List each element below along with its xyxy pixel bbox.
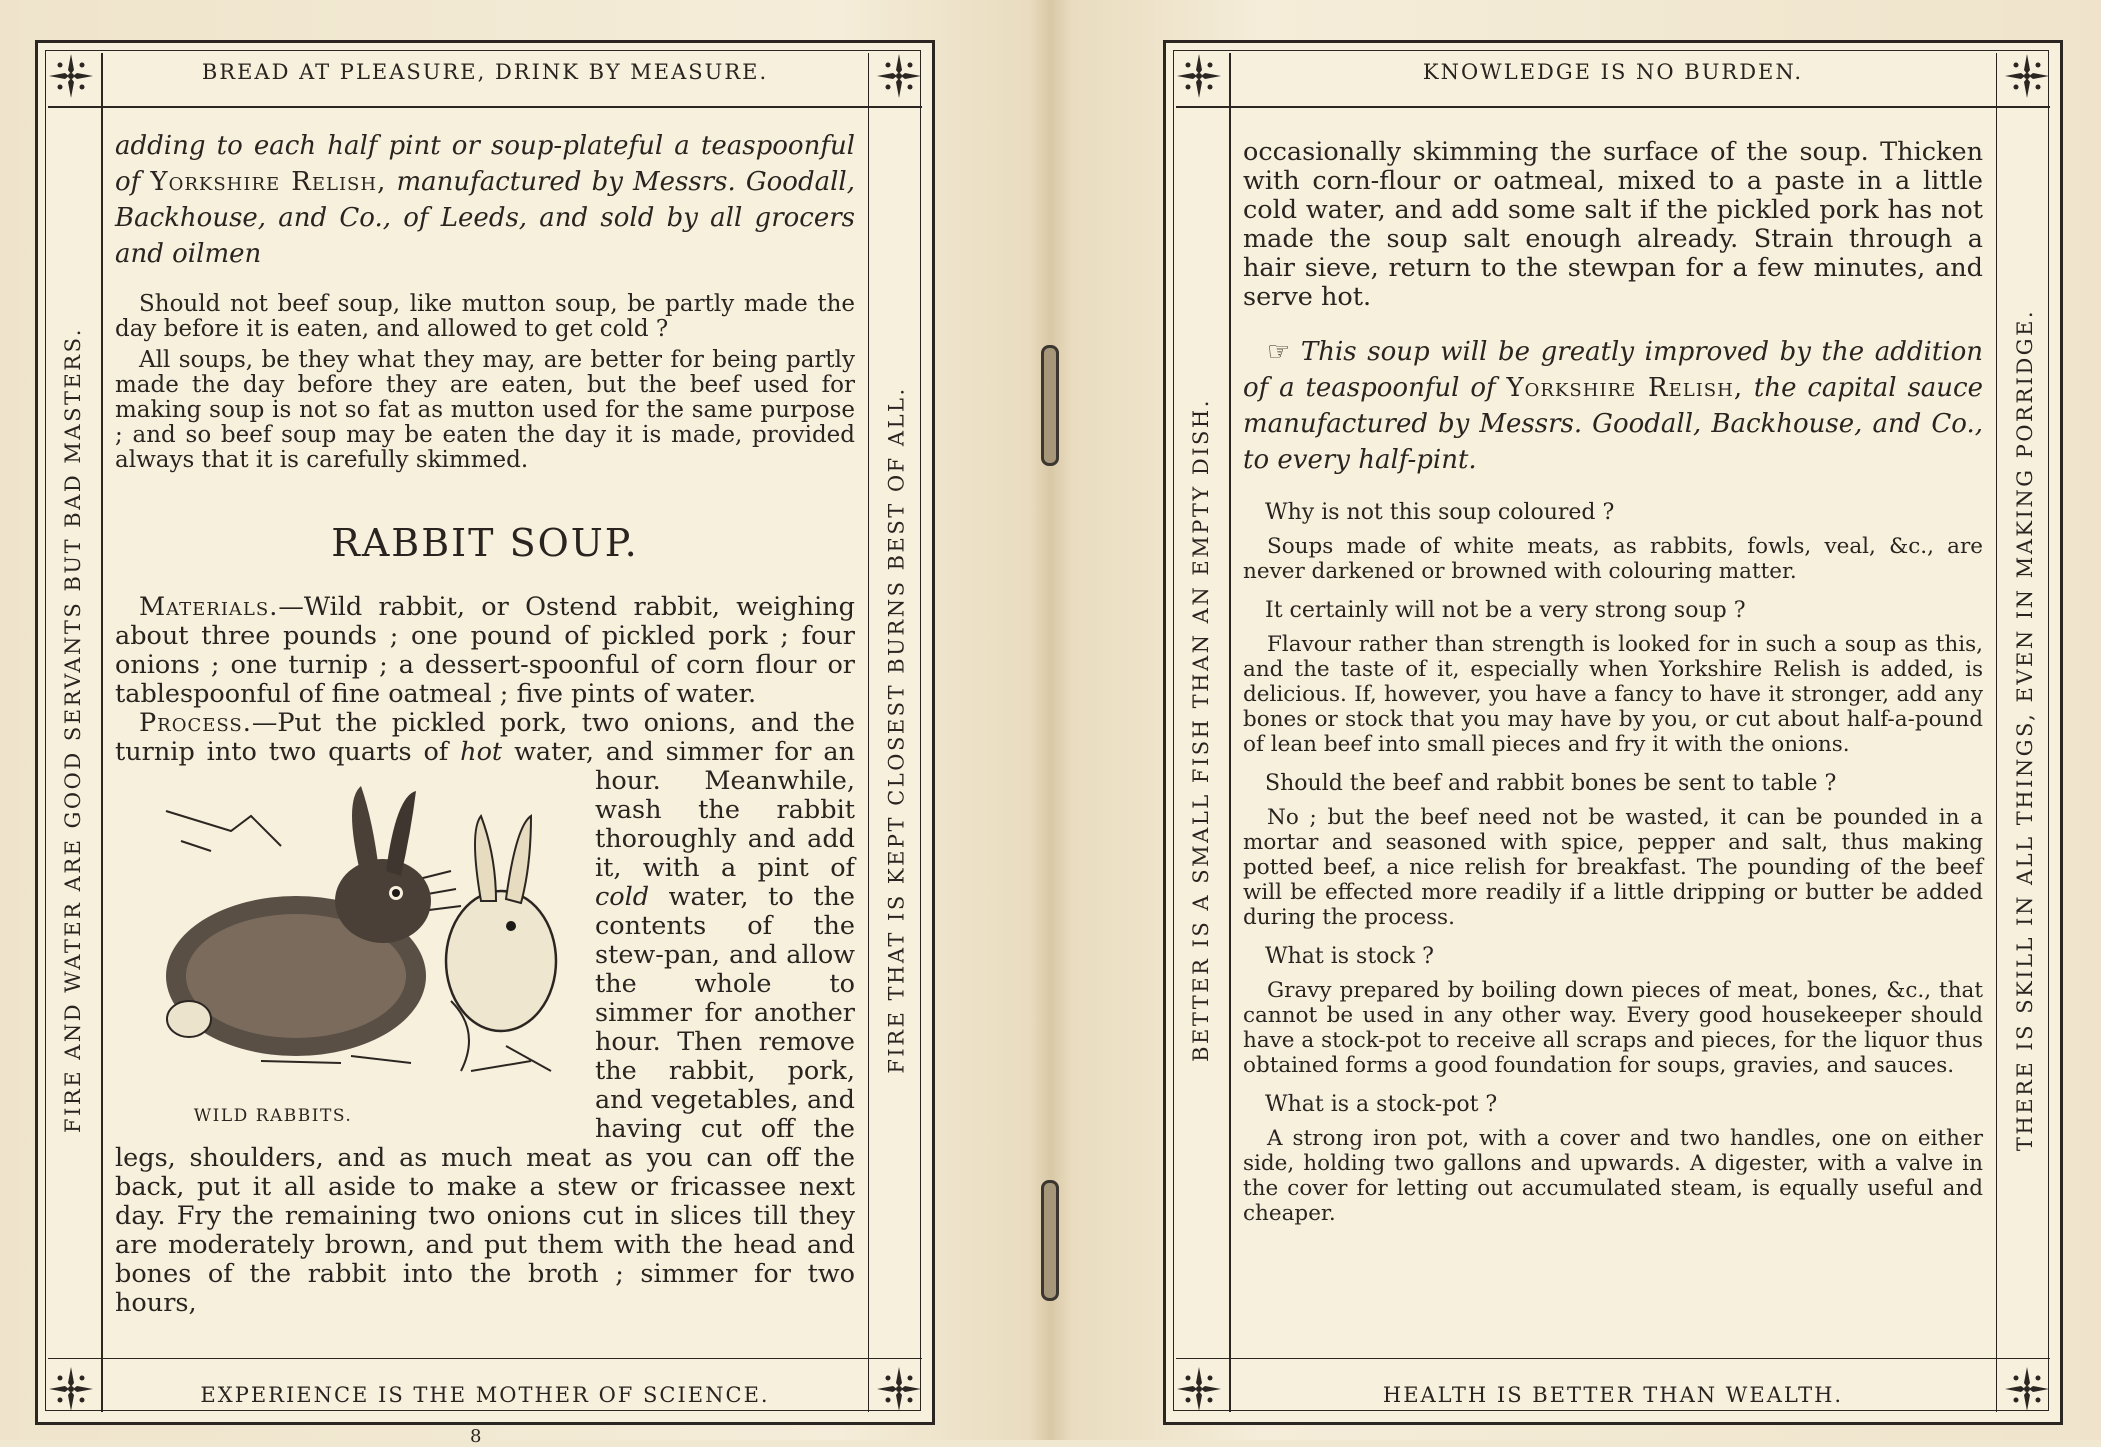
ornament-icon — [871, 48, 927, 104]
motto-top: KNOWLEDGE IS NO BURDEN. — [1422, 60, 1804, 84]
process-text-b-lead: water, and simmer — [502, 737, 763, 767]
page-number: 8 — [470, 1426, 482, 1447]
top-rule — [1176, 106, 2050, 108]
ornament-icon — [871, 1361, 927, 1417]
question: Should the beef and rabbit bones be sent to table ? — [1265, 771, 1837, 796]
rabbit-drawing — [111, 771, 581, 1101]
rabbit-illustration — [111, 771, 581, 1131]
figure-caption: WILD RABBITS. — [193, 1106, 353, 1126]
left-rule — [101, 53, 103, 1412]
motto-bottom: HEALTH IS BETTER THAN WEALTH. — [1382, 1383, 1844, 1407]
materials-label: Materials. — [139, 592, 279, 622]
process-cold: cold — [595, 882, 650, 912]
process-hot: hot — [460, 737, 503, 767]
process-paragraph — [115, 709, 855, 1318]
side-motto-right-text: THERE IS SKILL IN ALL THINGS, EVEN IN MAKING PORRIDGE. — [2013, 308, 2038, 1152]
answer: No ; but the beef need not be wasted, it can be pounded in a mortar and seasoned with spice, pepper and salt, thus making potted beef, a nice relish for breakfast. The pounding of the beef will be effected more readily if a little dripping or butter be added during the process. — [1243, 805, 1983, 930]
brand-name: Yorkshire Relish, — [150, 167, 387, 197]
brand-name: Yorkshire Relish, — [1506, 373, 1744, 403]
materials-text: —Wild rabbit, or Ostend rabbit, weighing about three pounds ; one pound of pickled pork ; four onions ; one turnip ; a dessert-spoonful of corn flour or tablespoonful of fine oatmeal ; five pints of water. — [115, 592, 855, 709]
question: What is a stock-pot ? — [1265, 1092, 1498, 1117]
note-paragraph — [1243, 334, 1983, 478]
side-motto-right-text: FIRE THAT IS KEPT CLOSEST BURNS BEST OF ALL. — [885, 386, 909, 1074]
side-motto-right — [877, 150, 917, 1310]
ornament-icon — [1999, 48, 2055, 104]
motto-bottom: EXPERIENCE IS THE MOTHER OF SCIENCE. — [200, 1383, 770, 1407]
right-rule — [868, 53, 870, 1412]
intro-text-b: manufactured by Messrs. Goodall, Backhouse, and Co., of Leeds, and sold by all grocers and oilmen — [115, 167, 855, 269]
side-motto-left-text: FIRE AND WATER ARE GOOD SERVANTS BUT BAD MASTERS. — [61, 327, 86, 1133]
materials-paragraph — [115, 593, 855, 709]
ornament-icon — [1999, 1361, 2055, 1417]
ornament-icon — [43, 1361, 99, 1417]
right-rule — [1996, 53, 1998, 1412]
answer: Flavour rather than strength is looked for in such a soup as this, and the taste of it, especially when Yorkshire Relish is added, is delicious. If, however, you have a fancy to have it stronger, add any bones or stock that you may have by you, or cut about half-a-pound of lean beef into small pieces and fry it with the onions. — [1243, 632, 1983, 757]
process-text-a: —Put the pickled pork, two onions, and the turnip into two quarts of — [115, 708, 855, 767]
answer: Soups made of white meats, as rabbits, fowls, veal, &c., are never darkened or browned with colouring matter. — [1243, 534, 1983, 584]
answer: A strong iron pot, with a cover and two handles, one on either side, holding two gallons and upwards. A digester, with a valve in the cover for letting out accumulated steam, is equally useful and cheaper. — [1243, 1126, 1983, 1226]
recipe-heading: RABBIT SOUP. — [331, 521, 639, 565]
intro-paragraph — [115, 128, 855, 272]
ornament-icon — [1171, 1361, 1227, 1417]
question: It certainly will not be a very strong soup ? — [1265, 598, 1746, 623]
note-text-b: the capital sauce manufactured by Messrs. Goodall, Backhouse, and Co., to every half-pint. — [1243, 373, 1983, 475]
ornament-icon — [1171, 48, 1227, 104]
answer-paragraph: All soups, be they what they may, are better for being partly made the day before they are eaten, but the beef used for making soup is not so fat as mutton used for the same purpose ; and so beef soup may be eaten the day it is made, provided always that it is carefully skimmed. — [115, 347, 855, 473]
left-page — [35, 40, 935, 1425]
ornament-icon — [43, 48, 99, 104]
question-paragraph: Should not beef soup, like mutton soup, be partly made the day before it is eaten, and allowed to get cold ? — [115, 291, 855, 342]
question: What is stock ? — [1265, 944, 1434, 969]
side-motto-left — [53, 150, 93, 1310]
answer: Gravy prepared by boiling down pieces of meat, bones, &c., that cannot be used in any other way. Every good housekeeper should have a stock-pot to receive all scraps and pieces, for the liquor thus obtained forms a good foundation for soups, gravies, and sauces. — [1243, 978, 1983, 1078]
continuation-paragraph: occasionally skimming the surface of the soup. Thicken with corn-flour or oatmeal, mixed to a paste in a little cold water, and add some salt if the pickled pork has not made the soup salt enough already. Strain through a hair sieve, return to the stewpan for a few minutes, and serve hot. — [1243, 137, 1983, 312]
top-rule — [48, 106, 922, 108]
note-text-a: This soup will be greatly improved by the addition of a teaspoonful of — [1243, 337, 1983, 403]
side-motto-right — [2005, 150, 2045, 1310]
bottom-rule — [1176, 1358, 2050, 1360]
staple — [1041, 345, 1059, 466]
right-page-content — [1243, 128, 1983, 1345]
left-rule — [1229, 53, 1231, 1412]
intro-text-a: adding to each half pint or soup-plateful a teaspoonful of — [115, 131, 855, 197]
left-page-content — [115, 128, 855, 1345]
process-label: Process. — [139, 708, 252, 738]
side-motto-left-text: BETTER IS A SMALL FISH THAN AN EMPTY DISH. — [1189, 398, 1213, 1062]
right-page — [1163, 40, 2063, 1425]
process-text-b: for an hour. Meanwhile, wash the rabbit thoroughly and add it, with a pint of — [595, 737, 855, 883]
question: Why is not this soup coloured ? — [1265, 500, 1615, 525]
staple — [1041, 1180, 1059, 1301]
process-text-c: water, to the contents of the stew-pan, and allow the whole to simmer for another hour. Then remove the rabbit, pork, and vegetables, and having cut off the legs, shoulders, and as much meat as you can off the back, put it all aside to make a stew or fricassee next day. Fry the remaining two onions cut in slices till they are moderately brown, and put them with the head and bones of the rabbit into the broth ; simmer for two hours, — [115, 882, 855, 1318]
side-motto-left — [1181, 150, 1221, 1310]
bottom-rule — [48, 1358, 922, 1360]
motto-top: BREAD AT PLEASURE, DRINK BY MEASURE. — [201, 60, 769, 84]
pointing-hand-icon: ☞ — [1267, 337, 1291, 367]
